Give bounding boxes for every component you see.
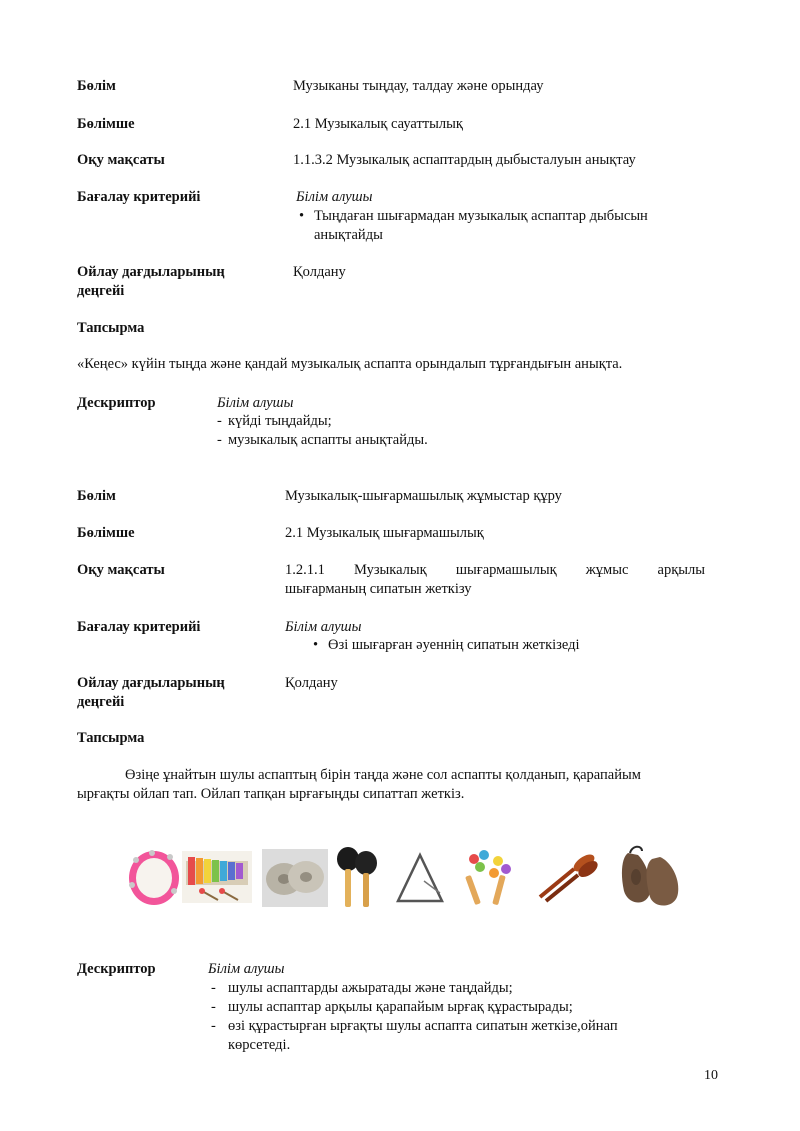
section2-oqu-value: 1.2.1.1 Музыкалық шығармашылық жұмыс арқылы шығарманың сипатын жеткізу <box>285 562 705 597</box>
list-item: - шулы аспаптар арқылы қарапайым ырғақ құрастырады; <box>208 998 708 1017</box>
section2-bolim-label: Бөлім <box>77 488 116 504</box>
section1-oilau-value: Қолдану <box>293 264 346 280</box>
section2-tapsyrma-label: Тапсырма <box>77 730 145 746</box>
list-item: • Өзі шығарған әуеннің сипатын жеткізеді <box>310 636 690 655</box>
instruments-row <box>124 843 684 913</box>
section2-descriptor-label: Дескриптор <box>77 961 156 977</box>
rattle-icon <box>458 845 520 911</box>
list-item: - өзі құрастырған ырғақты шулы аспапта сипатын жеткізе,ойнап көрсетеді. <box>208 1017 708 1055</box>
section1-oilau-label: Ойлау дағдыларының деңгейі <box>77 264 225 299</box>
section2-bagalau-list <box>310 636 690 655</box>
castanets-icon <box>616 843 684 913</box>
section2-descriptor-intro: Білім алушы <box>208 961 285 977</box>
section1-oqu-value: 1.1.3.2 Музыкалық аспаптардың дыбысталуын анықтау <box>293 152 636 168</box>
section1-descriptor-intro: Білім алушы <box>217 395 294 411</box>
section2-bagalau-label: Бағалау критерийі <box>77 619 201 635</box>
triangle-icon <box>394 851 446 907</box>
section2-oqu-label: Оқу мақсаты <box>77 562 165 578</box>
cymbals-icon <box>262 849 328 907</box>
section1-bagalau-label: Бағалау критерийі <box>77 189 201 205</box>
section1-tapsyrma-label: Тапсырма <box>77 320 145 336</box>
section2-bagalau-intro: Білім алушы <box>285 619 362 635</box>
section2-bolimshe-value: 2.1 Музыкалық шығармашылық <box>285 525 484 541</box>
section1-descriptor-label: Дескриптор <box>77 395 156 411</box>
section1-bolimshe-value: 2.1 Музыкалық сауаттылық <box>293 116 463 132</box>
page-number: 10 <box>704 1068 718 1083</box>
maracas-icon <box>334 845 380 911</box>
section1-bagalau-intro: Білім алушы <box>296 189 373 205</box>
list-item: - музыкалық аспапты анықтайды. <box>217 432 428 448</box>
section2-task-text: Өзіңе ұнайтын шулы аспаптың бірін таңда және сол аспапты қолданып, қарапайым ырғақты ойлап тап. Ойлап тапқан ырғағыңды сипаттап жеткіз. <box>77 767 641 802</box>
section1-task-text: «Кеңес» күйін тыңда және қандай музыкалық аспапта орындалып тұрғандығын анықта. <box>77 356 623 372</box>
section1-oqu-label: Оқу мақсаты <box>77 152 165 168</box>
section2-oilau-value: Қолдану <box>285 675 338 691</box>
wooden-spoons-icon <box>536 853 602 903</box>
tambourine-icon <box>126 845 182 907</box>
section2-bolim-value: Музыкалық-шығармашылық жұмыстар құру <box>285 488 562 504</box>
section1-descriptor-list <box>217 412 428 450</box>
xylophone-icon <box>182 851 252 903</box>
list-item: - шулы аспаптарды ажыратады және таңдайды; <box>208 979 708 998</box>
section2-bolimshe-label: Бөлімше <box>77 525 135 541</box>
section1-bolimshe-label: Бөлімше <box>77 116 135 132</box>
list-item: • Тыңдаған шығармадан музыкалық аспаптар дыбысын анықтайды <box>296 207 716 245</box>
section1-bolim-label: Бөлім <box>77 78 116 94</box>
section1-bagalau-list <box>296 207 716 245</box>
list-item: - күйді тыңдайды; <box>217 413 332 429</box>
section2-descriptor-list <box>208 979 708 1055</box>
section1-bolim-value: Музыканы тыңдау, талдау және орындау <box>293 78 544 94</box>
section2-oilau-label: Ойлау дағдыларының деңгейі <box>77 675 225 710</box>
